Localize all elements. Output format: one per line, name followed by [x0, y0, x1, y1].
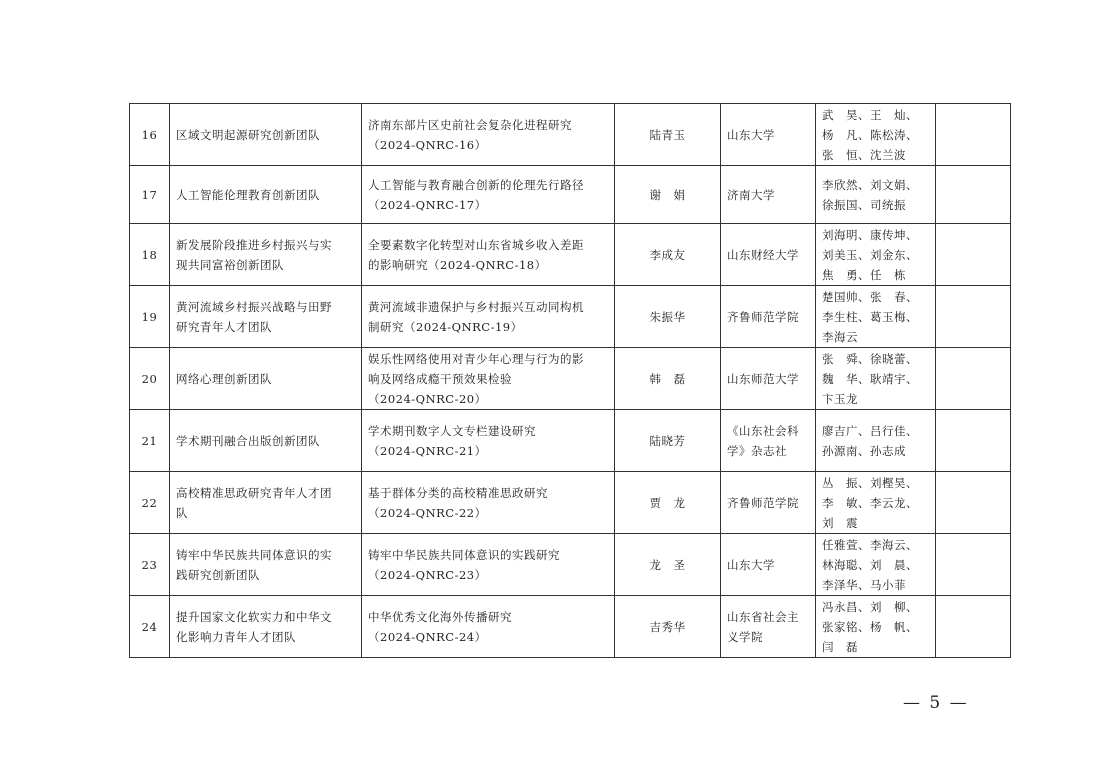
- table-row: [130, 348, 1011, 410]
- team-members-line: 任雅萱、李海云、: [822, 537, 918, 552]
- project-title-line: 响及网络成瘾干预效果检验: [368, 371, 512, 386]
- row-number: 17: [130, 166, 170, 224]
- team-members-line: 徐振国、司统振: [822, 197, 906, 212]
- team-name-line: 学术期刊融合出版创新团队: [176, 433, 320, 448]
- table-row: [130, 104, 1011, 166]
- project-title: [362, 472, 615, 534]
- team-name-line: 践研究创新团队: [176, 567, 260, 582]
- table-row: [130, 472, 1011, 534]
- project-title: [362, 104, 615, 166]
- row-number: 21: [130, 410, 170, 472]
- team-name-line: 高校精准思政研究青年人才团: [176, 485, 332, 500]
- team-members-line: 刘 震: [822, 515, 858, 530]
- affiliation: [721, 534, 816, 596]
- team-name-line: 黄河流域乡村振兴战略与田野: [176, 299, 332, 314]
- affiliation-line: 济南大学: [727, 187, 775, 202]
- affiliation: [721, 348, 816, 410]
- affiliation-line: 山东大学: [727, 557, 775, 572]
- affiliation: [721, 472, 816, 534]
- project-title: [362, 286, 615, 348]
- affiliation-line: 山东师范大学: [727, 371, 799, 386]
- project-title: [362, 348, 615, 410]
- team-name-line: 区域文明起源研究创新团队: [176, 127, 320, 142]
- team-members-line: 焦 勇、任 栋: [822, 267, 906, 282]
- remarks-cell: [936, 224, 1011, 286]
- team-members-line: 李海云: [822, 329, 858, 344]
- affiliation-line: 齐鲁师范学院: [727, 309, 799, 324]
- table-row: [130, 224, 1011, 286]
- team-name-line: 提升国家文化软实力和中华文: [176, 609, 332, 624]
- row-number: 20: [130, 348, 170, 410]
- team-members-line: 冯永昌、刘 柳、: [822, 599, 918, 614]
- team-name: [170, 534, 362, 596]
- affiliation: [721, 596, 816, 658]
- team-leader: 李成友: [615, 224, 721, 286]
- row-number: 19: [130, 286, 170, 348]
- remarks-cell: [936, 472, 1011, 534]
- team-members-line: 林海聪、刘 晨、: [822, 557, 918, 572]
- project-title-line: 黄河流域非遗保护与乡村振兴互动同构机: [368, 299, 584, 314]
- project-title-line: （2024-QNRC-17）: [368, 197, 487, 212]
- team-members-line: 杨 凡、陈松涛、: [822, 127, 918, 142]
- team-members-line: 廖吉广、吕行佳、: [822, 423, 918, 438]
- project-title-line: 铸牢中华民族共同体意识的实践研究: [368, 547, 560, 562]
- team-members-line: 闫 磊: [822, 639, 858, 654]
- team-name: [170, 596, 362, 658]
- team-leader: 韩 磊: [615, 348, 721, 410]
- remarks-cell: [936, 596, 1011, 658]
- team-members-line: 张 恒、沈兰波: [822, 147, 906, 162]
- affiliation-line: 山东省社会主: [727, 609, 799, 624]
- affiliation-line: 义学院: [727, 629, 763, 644]
- project-title: [362, 596, 615, 658]
- affiliation-line: 《山东社会科: [727, 423, 799, 438]
- project-title-line: 学术期刊数字人文专栏建设研究: [368, 423, 536, 438]
- team-members-line: 刘海明、康传坤、: [822, 227, 918, 242]
- team-members: [816, 166, 936, 224]
- project-title-line: （2024-QNRC-22）: [368, 505, 487, 520]
- remarks-cell: [936, 166, 1011, 224]
- team-members-line: 张家铭、杨 帆、: [822, 619, 918, 634]
- row-number: 24: [130, 596, 170, 658]
- affiliation: [721, 286, 816, 348]
- team-members-line: 武 昊、王 灿、: [822, 107, 918, 122]
- affiliation: [721, 410, 816, 472]
- project-title-line: 制研究（2024-QNRC-19）: [368, 319, 523, 334]
- team-name: [170, 286, 362, 348]
- awards-table: [129, 103, 1011, 658]
- team-members-line: 李生柱、葛玉梅、: [822, 309, 918, 324]
- team-leader: 陆晓芳: [615, 410, 721, 472]
- team-name: [170, 166, 362, 224]
- team-members: [816, 410, 936, 472]
- remarks-cell: [936, 534, 1011, 596]
- team-members: [816, 286, 936, 348]
- row-number: 16: [130, 104, 170, 166]
- project-title: [362, 166, 615, 224]
- project-title-line: 全要素数字化转型对山东省城乡收入差距: [368, 237, 584, 252]
- team-name: [170, 104, 362, 166]
- project-title-line: （2024-QNRC-20）: [368, 391, 487, 406]
- table-row: [130, 534, 1011, 596]
- table-row: [130, 166, 1011, 224]
- team-members: [816, 348, 936, 410]
- affiliation-line: 山东财经大学: [727, 247, 799, 262]
- team-members-line: 卞玉龙: [822, 391, 858, 406]
- remarks-cell: [936, 410, 1011, 472]
- team-leader: 谢 娟: [615, 166, 721, 224]
- project-title-line: （2024-QNRC-24）: [368, 629, 487, 644]
- remarks-cell: [936, 104, 1011, 166]
- team-members: [816, 534, 936, 596]
- project-title-line: 娱乐性网络使用对青少年心理与行为的影: [368, 351, 584, 366]
- team-name-line: 队: [176, 505, 188, 520]
- team-leader: 贾 龙: [615, 472, 721, 534]
- project-title-line: （2024-QNRC-16）: [368, 137, 487, 152]
- project-title-line: 的影响研究（2024-QNRC-18）: [368, 257, 547, 272]
- table-row: [130, 410, 1011, 472]
- affiliation: [721, 104, 816, 166]
- team-members-line: 孙源南、孙志成: [822, 443, 906, 458]
- table-row: [130, 286, 1011, 348]
- team-members-line: 李欣然、刘文娟、: [822, 177, 918, 192]
- affiliation-line: 山东大学: [727, 127, 775, 142]
- project-title-line: 济南东部片区史前社会复杂化进程研究: [368, 117, 572, 132]
- team-name: [170, 348, 362, 410]
- team-name: [170, 224, 362, 286]
- table-row: [130, 596, 1011, 658]
- row-number: 23: [130, 534, 170, 596]
- team-members-line: 丛 振、刘樫昊、: [822, 475, 918, 490]
- affiliation-line: 学》杂志社: [727, 443, 787, 458]
- team-name-line: 铸牢中华民族共同体意识的实: [176, 547, 332, 562]
- team-members-line: 刘美玉、刘金东、: [822, 247, 918, 262]
- team-leader: 吉秀华: [615, 596, 721, 658]
- project-title: [362, 224, 615, 286]
- team-members-line: 魏 华、耿靖宇、: [822, 371, 918, 386]
- remarks-cell: [936, 286, 1011, 348]
- project-title-line: 中华优秀文化海外传播研究: [368, 609, 512, 624]
- team-members: [816, 224, 936, 286]
- team-leader: 龙 圣: [615, 534, 721, 596]
- team-members: [816, 472, 936, 534]
- row-number: 22: [130, 472, 170, 534]
- project-title: [362, 410, 615, 472]
- project-title-line: （2024-QNRC-21）: [368, 443, 487, 458]
- team-leader: 陆青玉: [615, 104, 721, 166]
- row-number: 18: [130, 224, 170, 286]
- project-title-line: 人工智能与教育融合创新的伦理先行路径: [368, 177, 584, 192]
- team-members-line: 张 舜、徐晓蕾、: [822, 351, 918, 366]
- team-name-line: 网络心理创新团队: [176, 371, 272, 386]
- affiliation: [721, 224, 816, 286]
- affiliation: [721, 166, 816, 224]
- team-name-line: 研究青年人才团队: [176, 319, 272, 334]
- team-name-line: 化影响力青年人才团队: [176, 629, 296, 644]
- team-members-line: 李泽华、马小菲: [822, 577, 906, 592]
- team-leader: 朱振华: [615, 286, 721, 348]
- remarks-cell: [936, 348, 1011, 410]
- page-number: — 5 —: [903, 693, 969, 713]
- team-name-line: 人工智能伦理教育创新团队: [176, 187, 320, 202]
- project-title-line: （2024-QNRC-23）: [368, 567, 487, 582]
- project-title-line: 基于群体分类的高校精准思政研究: [368, 485, 548, 500]
- team-name-line: 新发展阶段推进乡村振兴与实: [176, 237, 332, 252]
- team-name: [170, 472, 362, 534]
- project-title: [362, 534, 615, 596]
- team-members-line: 楚国帅、张 春、: [822, 289, 918, 304]
- team-name-line: 现共同富裕创新团队: [176, 257, 284, 272]
- affiliation-line: 齐鲁师范学院: [727, 495, 799, 510]
- team-members: [816, 596, 936, 658]
- team-members: [816, 104, 936, 166]
- team-members-line: 李 敏、李云龙、: [822, 495, 918, 510]
- team-name: [170, 410, 362, 472]
